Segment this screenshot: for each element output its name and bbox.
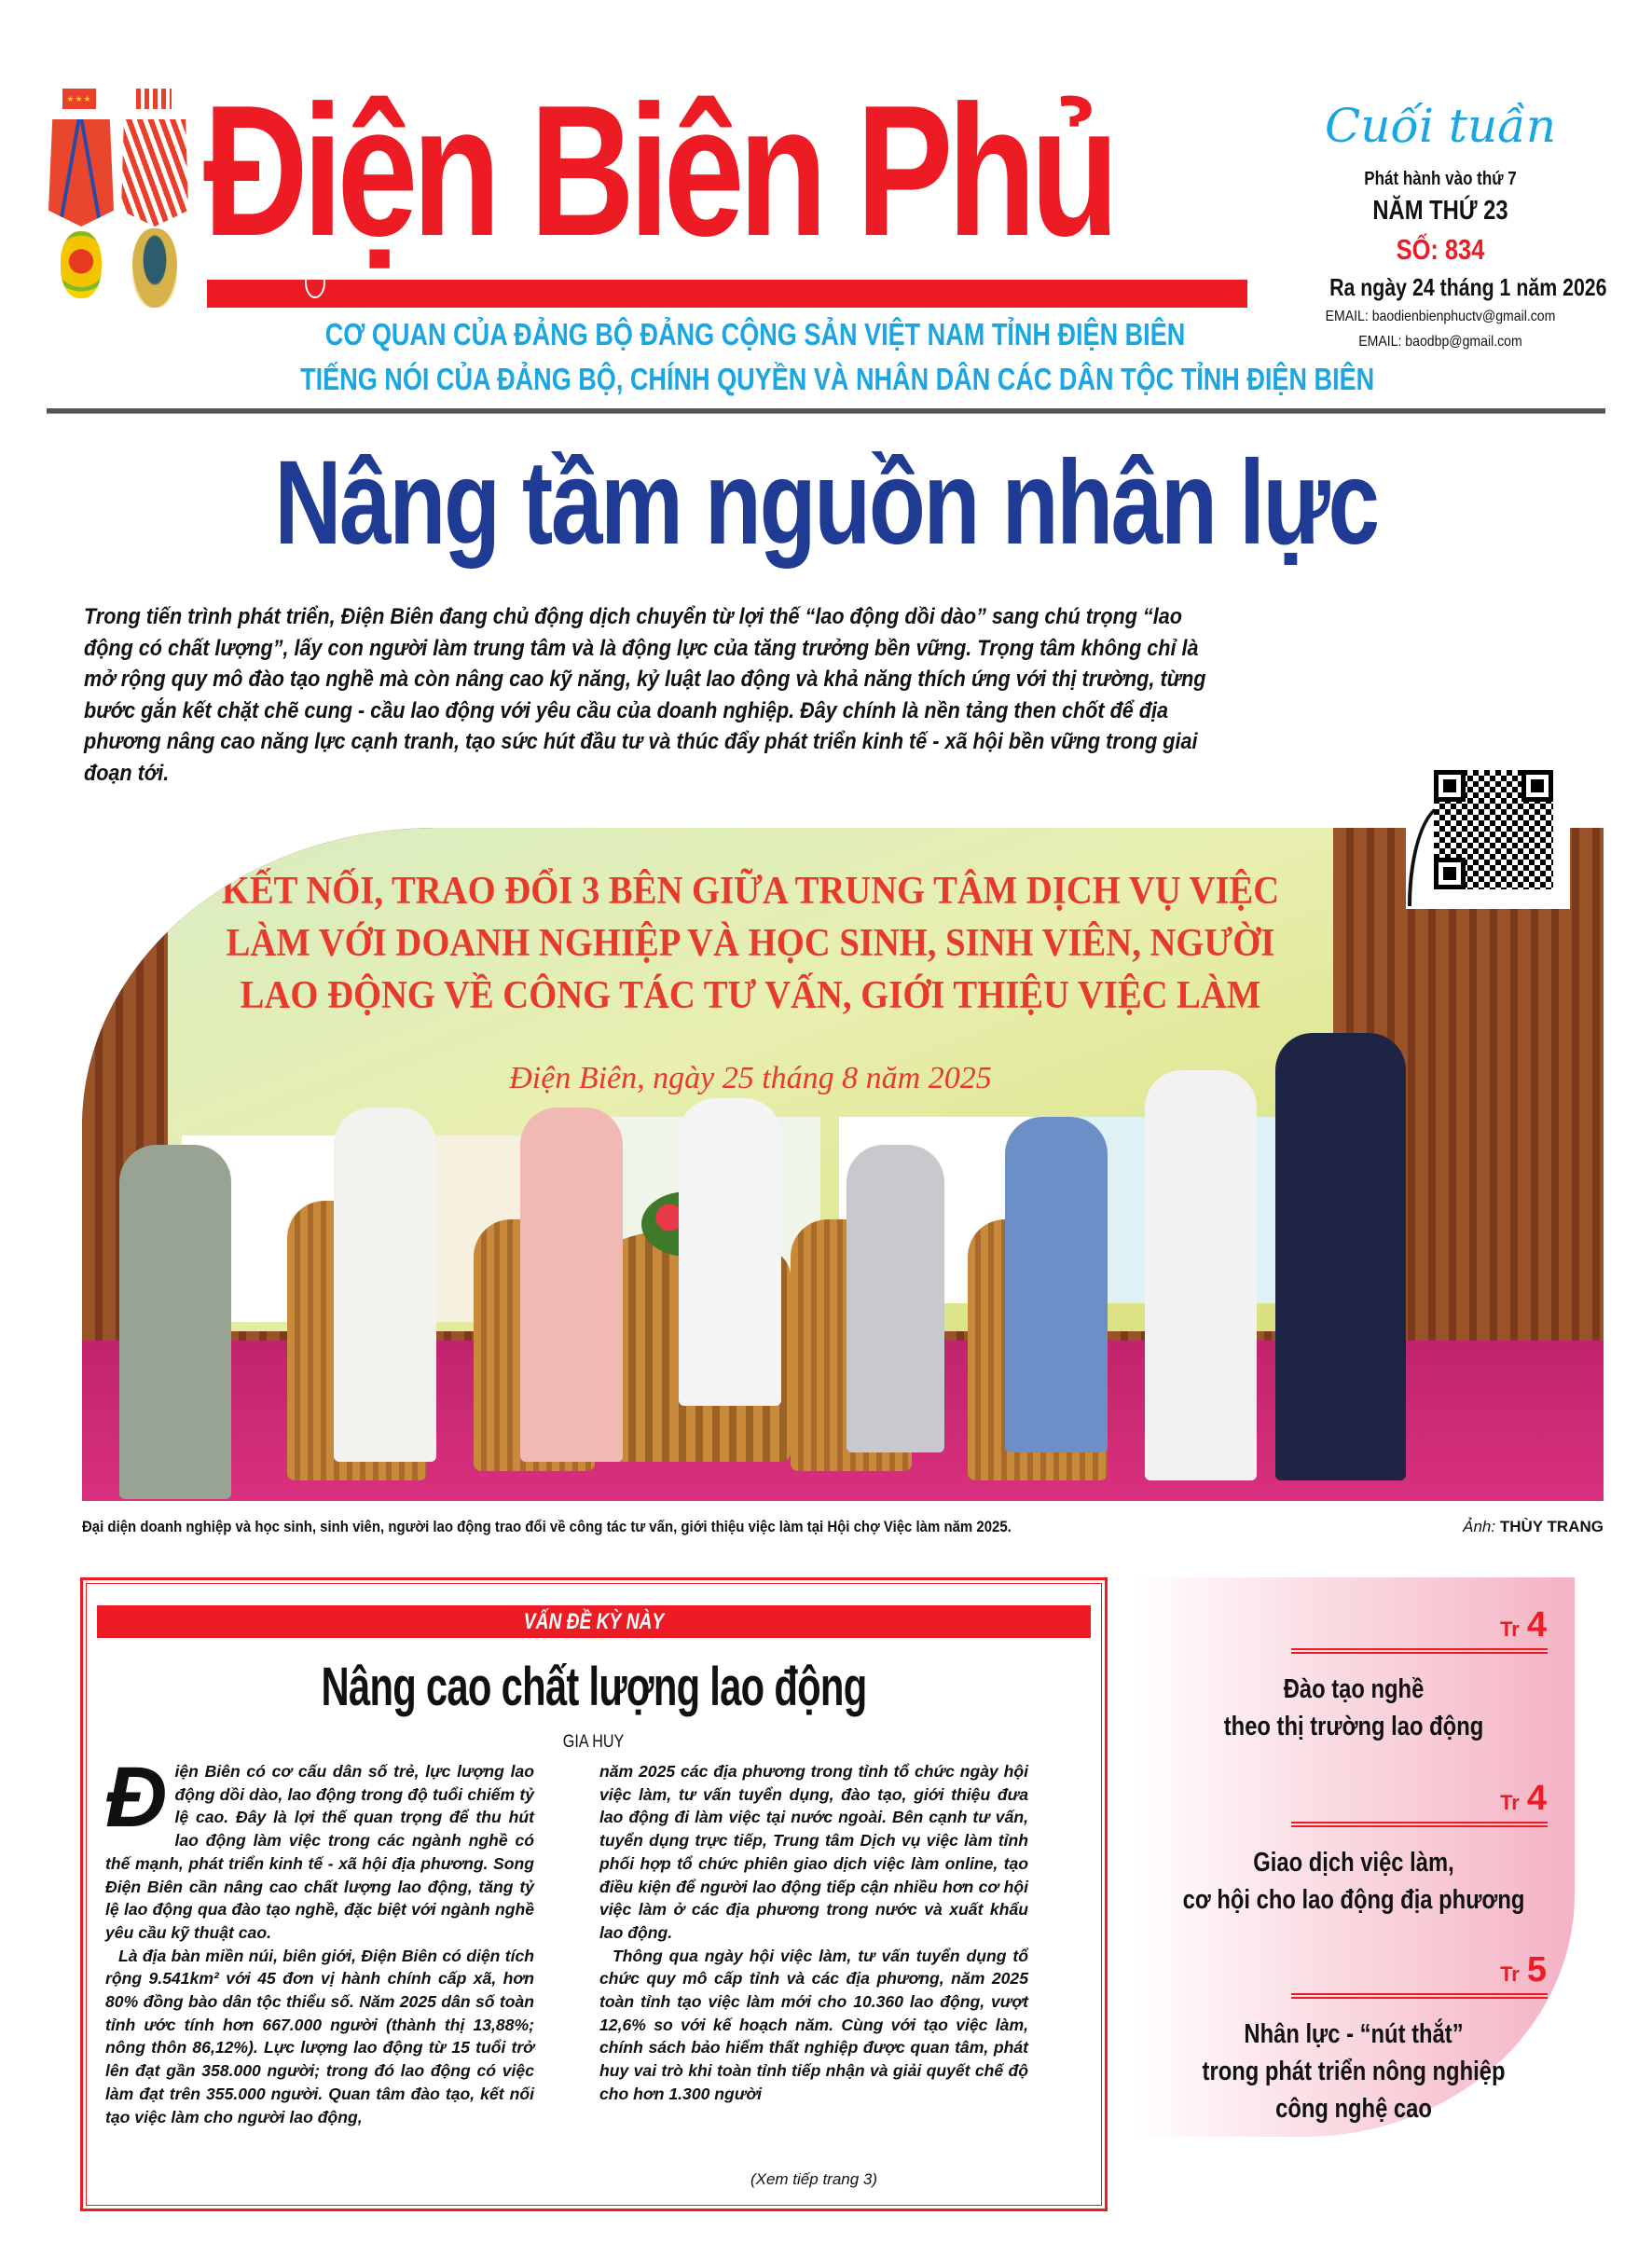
tagline-publisher: CƠ QUAN CỦA ĐẢNG BỘ ĐẢNG CỘNG SẢN VIỆT NAM TỈNH ĐIỆN BIÊN <box>324 317 1186 351</box>
medal-badge <box>61 231 102 298</box>
email-link-1[interactable]: EMAIL: baodienbienphuctv@gmail.com <box>1325 309 1556 324</box>
ring-ornament <box>305 267 325 298</box>
double-rule <box>1291 1822 1548 1827</box>
issue-number: SỐ: 834 <box>1396 233 1485 266</box>
email-link-2[interactable]: EMAIL: baodbp@gmail.com <box>1358 334 1522 350</box>
screen-title-line: LAO ĐỘNG VỀ CÔNG TÁC TƯ VẤN, GIỚI THIỆU VIỆC LÀM <box>240 974 1261 1017</box>
lede-text: Trong tiến trình phát triển, Điện Biên đang chủ động dịch chuyển từ lợi thế “lao động dồi dào” sang chú trọng “lao động có chất lượng”, lấy con người làm trung tâm và là động lực của tăng trưởng bền vững. Trọng tâm không chỉ là mở rộng quy mô đào tạo nghề mà còn nâng cao kỹ năng, kỷ luật lao động và khả năng thích ứng với thị trường, từng bước gắn kết chặt chẽ cung - cầu lao động với yêu cầu của doanh nghiệp. Đây chính là nền tảng then chốt để địa phương nâng cao năng lực cạnh tranh, tạo sức hút đầu tư và thúc đẩy phát triển kinh tế - xã hội bền vững trong giai đoạn tới. <box>84 604 1206 786</box>
page-prefix: Tr <box>1500 1791 1520 1814</box>
issue-date: Ra ngày 24 tháng 1 năm 2026 <box>1329 273 1607 301</box>
double-rule <box>1291 1648 1548 1654</box>
page-reference <box>1500 1779 1547 1819</box>
article-paragraph: Là địa bàn miền núi, biên giới, Điện Biên có diện tích rộng 9.541km² với 45 đơn vị hành chính cấp xã, hơn 80% đồng bào dân tộc thiểu số. Năm 2025 dân số toàn tỉnh ước tính hơn 667.000 người (thành thị 13,88%; nông thôn 86,12%). Lực lượng lao động từ 15 tuổi trở lên đạt gần 358.000 người; trong đó lao động có việc làm đạt trên 355.000 người. Quan tâm đào tạo, kết nối tạo việc làm cho người lao động, <box>105 1946 534 2126</box>
medal-ribbon <box>121 119 188 227</box>
teaser-title-line: Nhân lực - “nút thắt” <box>1244 2019 1464 2049</box>
page-reference <box>1500 1605 1547 1645</box>
page-number: 4 <box>1526 1779 1547 1818</box>
medal-icon <box>48 89 114 303</box>
teaser-title-line: công nghệ cao <box>1275 2094 1432 2124</box>
page-number: 4 <box>1526 1605 1547 1645</box>
teaser-title <box>1133 2016 1575 2127</box>
photo-caption <box>82 1518 1604 1536</box>
lede-paragraph <box>84 601 1231 789</box>
caption-text: Đại diện doanh nghiệp và học sinh, sinh viên, người lao động trao đổi về công tác tư vấn, giới thiệu việc làm tại Hội chợ Việc làm năm 2025. <box>82 1518 1012 1535</box>
article-paragraph <box>105 1750 534 1945</box>
masthead-divider <box>47 408 1605 414</box>
screen-title-line: KẾT NỐI, TRAO ĐỔI 3 BÊN GIỮA TRUNG TÂM DỊCH VỤ VIỆC <box>221 870 1280 913</box>
teaser-title <box>1133 1844 1575 1919</box>
photo-credit <box>1463 1518 1604 1536</box>
medal-ribbon <box>48 119 114 227</box>
feature-headline[interactable]: Nâng cao chất lượng lao động <box>321 1657 867 1717</box>
page-reference <box>1500 1950 1547 1990</box>
feature-article-box <box>80 1577 1108 2211</box>
teaser-title-line: theo thị trường lao động <box>1223 1712 1484 1741</box>
panelist <box>847 1145 944 1452</box>
credit-name: THÙY TRANG <box>1499 1518 1604 1535</box>
panelist <box>1275 1033 1406 1480</box>
medal-badge <box>132 228 177 308</box>
teaser-title-line: trong phát triển nông nghiệp <box>1202 2057 1506 2086</box>
panelist <box>119 1145 231 1499</box>
dropcap: Đ <box>105 1750 168 1845</box>
panelist <box>1005 1117 1108 1452</box>
independence-medal-icon <box>121 89 191 312</box>
double-rule <box>1291 1993 1548 1999</box>
teaser-title-line: Giao dịch việc làm, <box>1253 1848 1454 1878</box>
teaser-title <box>1133 1671 1575 1745</box>
panelist <box>679 1098 781 1406</box>
star-icon: ★★★ <box>66 94 92 103</box>
main-headline[interactable]: Nâng tầm nguồn nhân lực <box>274 436 1378 570</box>
page-number: 5 <box>1526 1950 1547 1989</box>
newspaper-title: Điện Biên Phủ <box>203 67 1114 275</box>
screen-date: Điện Biên, ngày 25 tháng 8 năm 2025 <box>509 1061 992 1095</box>
article-paragraph: năm 2025 các địa phương trong tỉnh tổ chức ngày hội việc làm, tư vấn tuyển dụng, đào tạo, giới thiệu đưa lao động đi làm việc tại nước ngoài. Bên cạnh tư vấn, tuyển dụng trực tiếp, Trung tâm Dịch vụ việc làm tỉnh phối hợp tổ chức phiên giao dịch việc làm online, tạo điều kiện để người lao động tiếp cận nhiều hơn cơ hội việc làm ở các địa phương trong nước và xuất khẩu lao động. <box>599 1762 1028 1942</box>
teaser-title-line: cơ hội cho lao động địa phương <box>1182 1885 1525 1915</box>
year-label: NĂM THỨ 23 <box>1372 196 1508 226</box>
panelist <box>1145 1070 1257 1480</box>
panelist <box>520 1108 623 1462</box>
inside-teasers-panel <box>1133 1577 1575 2137</box>
qr-code-panel[interactable] <box>1406 757 1570 909</box>
masthead-red-bar <box>207 280 1247 308</box>
medal-ribbon-bar <box>136 89 172 109</box>
newspaper-logo[interactable] <box>203 67 1252 275</box>
release-day: Phát hành vào thứ 7 <box>1364 169 1517 189</box>
paragraph-text: iện Biên có cơ cấu dân số trẻ, lực lượng lao động dồi dào, lao động trong độ tuổi chiếm tỷ lệ cao. Đây là lợi thế quan trọng để thu hút lao động làm việc trong các ngành nghề có thế mạnh, phát triển kinh tế - xã hội địa phương. Song Điện Biên cần nâng cao chất lượng lao động, tăng tỷ lệ lao động qua đào tạo nghề, đặc biệt với ngành nghề yêu cầu kỹ thuật cao. <box>105 1762 534 1942</box>
lead-photo[interactable] <box>82 828 1604 1501</box>
screen-title-line: LÀM VỚI DOANH NGHIỆP VÀ HỌC SINH, SINH VIÊN, NGƯỜI <box>226 922 1275 965</box>
page-prefix: Tr <box>1500 1617 1520 1641</box>
continued-on-page-link[interactable]: (Xem tiếp trang 3) <box>750 2170 878 2188</box>
teaser-title-line: Đào tạo nghề <box>1283 1674 1425 1704</box>
edition-info <box>1305 93 1607 354</box>
tagline-voice: TIẾNG NÓI CỦA ĐẢNG BỘ, CHÍNH QUYỀN VÀ NHÂN DÂN CÁC DÂN TỘC TỈNH ĐIỆN BIÊN <box>300 362 1375 396</box>
article-column-right <box>599 1760 1028 2106</box>
author-name: GIA HUY <box>563 1732 625 1752</box>
page-prefix: Tr <box>1500 1962 1520 1986</box>
kicker-label: VẤN ĐỀ KỲ NÀY <box>523 1609 665 1634</box>
byline <box>83 1732 1105 1753</box>
qr-code-icon[interactable] <box>1434 770 1553 889</box>
article-column-left <box>105 1750 534 2128</box>
credit-label: Ảnh: <box>1463 1518 1496 1535</box>
article-paragraph: Thông qua ngày hội việc làm, tư vấn tuyển dụng tổ chức quy mô cấp tỉnh và các địa phương, năm 2025 toàn tỉnh tạo việc làm mới cho 10.360 lao động, vượt 12,6% so với kế hoạch năm. Cùng với tạo việc làm, chính sách bảo hiểm thất nghiệp được quan tâm, phát huy vai trò khi toàn tỉnh tiếp nhận và giải quyết chế độ cho hơn 1.300 người <box>599 1946 1028 2103</box>
section-kicker <box>97 1605 1091 1638</box>
edition-name: Cuối tuần <box>1324 99 1557 153</box>
panelist <box>334 1108 436 1462</box>
